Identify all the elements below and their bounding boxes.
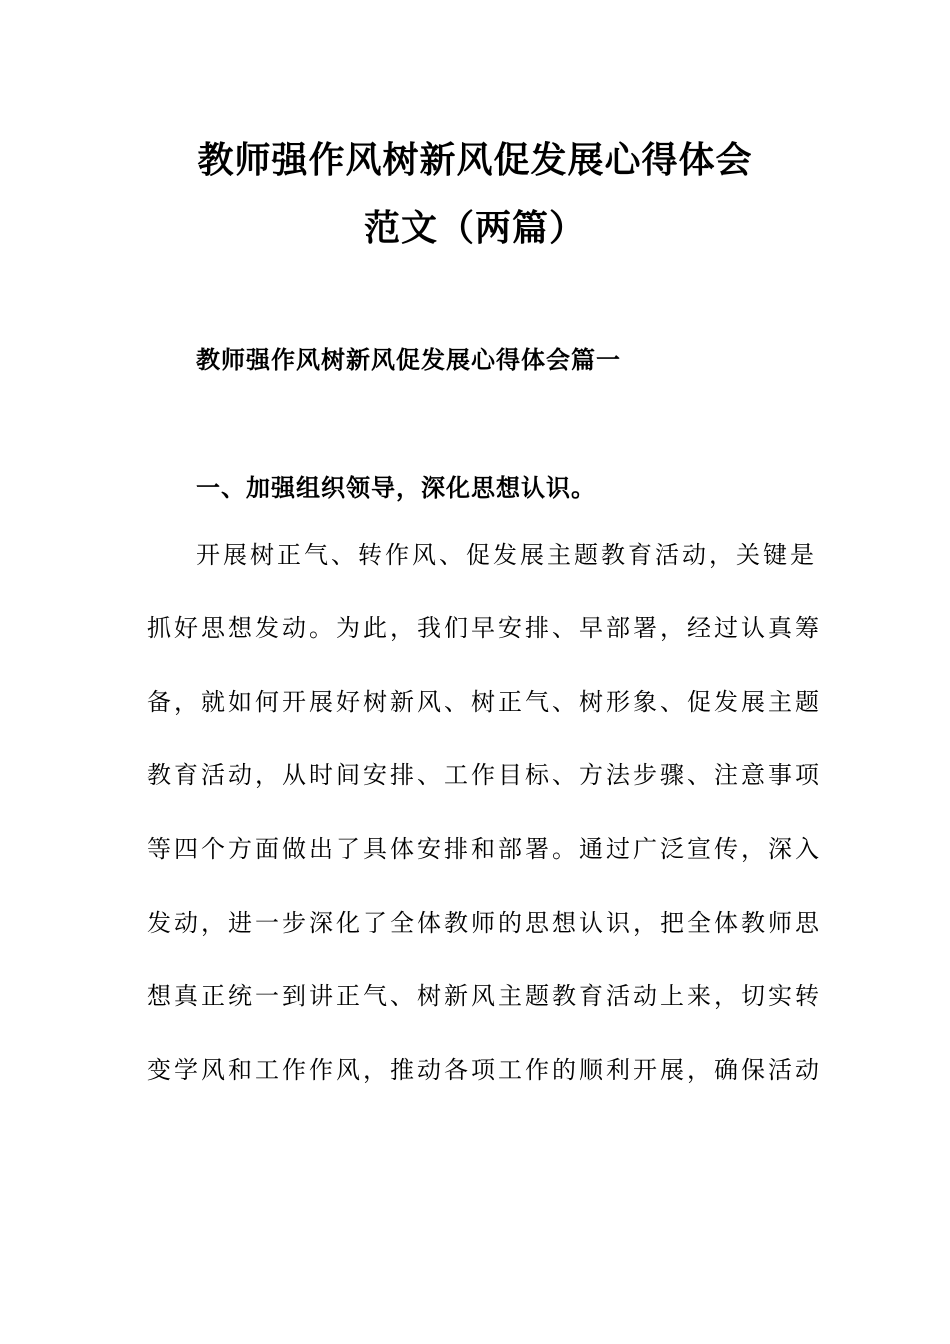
paragraph-line: 发动，进一步深化了全体教师的思想认识，把全体教师思 [147,909,822,937]
paragraph-line: 教育活动，从时间安排、工作目标、方法步骤、注意事项 [147,761,822,789]
paragraph-line: 开展树正气、转作风、促发展主题教育活动，关键是 [196,541,817,569]
section-heading-1: 一、加强组织领导，深化思想认识。 [196,473,596,502]
document-title-line-2: 范文（两篇） [363,207,586,249]
paragraph-line: 抓好思想发动。为此，我们早安排、早部署，经过认真筹 [147,614,822,642]
paragraph-line: 等四个方面做出了具体安排和部署。通过广泛宣传，深入 [147,835,822,863]
paragraph-line: 备，就如何开展好树新风、树正气、树形象、促发展主题 [147,688,822,716]
document-title-line-1: 教师强作风树新风促发展心得体会 [197,139,753,181]
article-subtitle: 教师强作风树新风促发展心得体会篇一 [196,345,621,374]
paragraph-line: 变学风和工作作风，推动各项工作的顺利开展，确保活动 [147,1056,822,1084]
paragraph-line: 想真正统一到讲正气、树新风主题教育活动上来，切实转 [147,982,822,1010]
